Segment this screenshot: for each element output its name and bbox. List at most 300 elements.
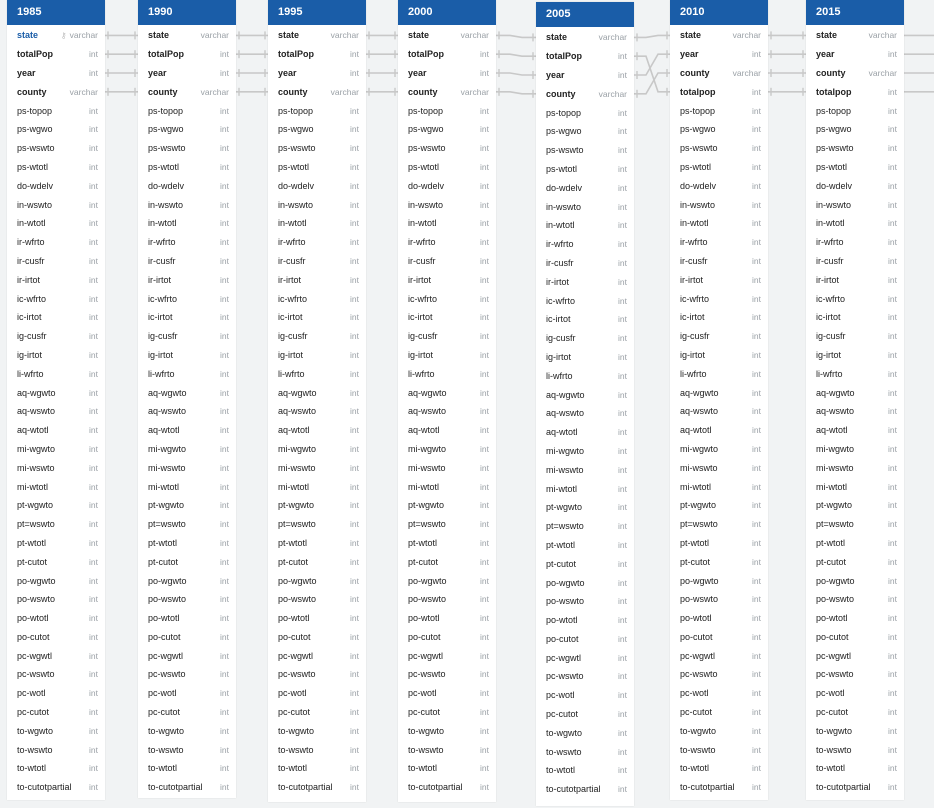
- field-row[interactable]: [7, 496, 105, 515]
- field-row[interactable]: [268, 440, 366, 459]
- table-header[interactable]: 2015: [806, 0, 904, 25]
- field-row[interactable]: [138, 477, 236, 496]
- field-row[interactable]: [398, 289, 496, 308]
- field-row[interactable]: [7, 552, 105, 571]
- field-row[interactable]: [398, 252, 496, 271]
- field-row[interactable]: [536, 573, 634, 592]
- field-row[interactable]: [138, 64, 236, 83]
- relationship-line[interactable]: [634, 56, 670, 92]
- field-row[interactable]: [536, 723, 634, 742]
- field-row[interactable]: [536, 310, 634, 329]
- field-row[interactable]: [536, 178, 634, 197]
- field-row[interactable]: [806, 684, 904, 703]
- field-row[interactable]: [806, 609, 904, 628]
- field-row[interactable]: [670, 477, 768, 496]
- field-row[interactable]: [7, 628, 105, 647]
- field-row[interactable]: [398, 139, 496, 158]
- field-row[interactable]: [268, 402, 366, 421]
- field-row[interactable]: [536, 686, 634, 705]
- field-row[interactable]: [7, 139, 105, 158]
- field-row[interactable]: [7, 590, 105, 609]
- field-row[interactable]: [806, 571, 904, 590]
- field-row[interactable]: [268, 421, 366, 440]
- field-row[interactable]: [536, 84, 634, 103]
- field-row[interactable]: [806, 252, 904, 271]
- field-row[interactable]: [398, 308, 496, 327]
- field-row[interactable]: [268, 665, 366, 684]
- field-row[interactable]: [670, 101, 768, 120]
- field-row[interactable]: [398, 665, 496, 684]
- relationship-line[interactable]: [634, 73, 670, 94]
- field-row[interactable]: [536, 517, 634, 536]
- field-row[interactable]: [398, 120, 496, 139]
- field-row[interactable]: [7, 684, 105, 703]
- field-row[interactable]: [806, 534, 904, 553]
- field-row[interactable]: [670, 327, 768, 346]
- field-row[interactable]: [806, 496, 904, 515]
- field-row[interactable]: [670, 252, 768, 271]
- field-row[interactable]: [398, 214, 496, 233]
- table-2005[interactable]: [536, 2, 634, 806]
- field-row[interactable]: [268, 721, 366, 740]
- field-row[interactable]: [806, 383, 904, 402]
- field-row[interactable]: [138, 665, 236, 684]
- field-row[interactable]: [536, 705, 634, 724]
- field-row[interactable]: [536, 291, 634, 310]
- field-row[interactable]: [138, 609, 236, 628]
- field-row[interactable]: [806, 139, 904, 158]
- field-row[interactable]: [806, 26, 904, 45]
- field-row[interactable]: [670, 346, 768, 365]
- field-row[interactable]: [138, 308, 236, 327]
- field-row[interactable]: [536, 385, 634, 404]
- field-row[interactable]: [398, 270, 496, 289]
- field-row[interactable]: [138, 402, 236, 421]
- field-row[interactable]: [268, 496, 366, 515]
- field-row[interactable]: [536, 348, 634, 367]
- field-row[interactable]: [138, 552, 236, 571]
- field-row[interactable]: [806, 214, 904, 233]
- field-row[interactable]: [398, 101, 496, 120]
- field-row[interactable]: [670, 26, 768, 45]
- field-row[interactable]: [398, 721, 496, 740]
- field-row[interactable]: [806, 628, 904, 647]
- field-row[interactable]: [138, 646, 236, 665]
- field-row[interactable]: [398, 346, 496, 365]
- field-row[interactable]: [268, 308, 366, 327]
- field-row[interactable]: [670, 534, 768, 553]
- field-row[interactable]: [398, 195, 496, 214]
- field-row[interactable]: [398, 64, 496, 83]
- field-row[interactable]: [670, 45, 768, 64]
- field-row[interactable]: [268, 82, 366, 101]
- field-row[interactable]: [536, 554, 634, 573]
- field-row[interactable]: [536, 366, 634, 385]
- field-row[interactable]: [138, 590, 236, 609]
- field-row[interactable]: [536, 28, 634, 47]
- field-row[interactable]: [7, 45, 105, 64]
- field-row[interactable]: [268, 45, 366, 64]
- field-row[interactable]: [138, 176, 236, 195]
- field-row[interactable]: [268, 270, 366, 289]
- field-row[interactable]: [7, 120, 105, 139]
- field-row[interactable]: [268, 176, 366, 195]
- field-row[interactable]: [268, 628, 366, 647]
- field-row[interactable]: [536, 667, 634, 686]
- field-row[interactable]: [536, 216, 634, 235]
- field-row[interactable]: [268, 289, 366, 308]
- field-row[interactable]: [806, 646, 904, 665]
- field-row[interactable]: [536, 498, 634, 517]
- field-row[interactable]: [138, 120, 236, 139]
- field-row[interactable]: [138, 778, 236, 797]
- field-row[interactable]: [7, 534, 105, 553]
- field-row[interactable]: [7, 214, 105, 233]
- field-row[interactable]: [268, 590, 366, 609]
- relationship-line[interactable]: [496, 73, 536, 75]
- field-row[interactable]: [398, 646, 496, 665]
- table-1985[interactable]: [7, 0, 105, 800]
- field-row[interactable]: [138, 158, 236, 177]
- field-row[interactable]: [536, 630, 634, 649]
- field-row[interactable]: [536, 329, 634, 348]
- field-row[interactable]: [138, 270, 236, 289]
- field-row[interactable]: [806, 327, 904, 346]
- field-row[interactable]: [138, 101, 236, 120]
- field-row[interactable]: [536, 780, 634, 799]
- field-row[interactable]: [670, 421, 768, 440]
- field-row[interactable]: [268, 477, 366, 496]
- table-1995[interactable]: [268, 0, 366, 802]
- field-row[interactable]: [806, 158, 904, 177]
- field-row[interactable]: [398, 477, 496, 496]
- field-row[interactable]: [138, 571, 236, 590]
- field-row[interactable]: [670, 740, 768, 759]
- field-row[interactable]: [7, 270, 105, 289]
- field-row[interactable]: [268, 252, 366, 271]
- field-row[interactable]: [398, 552, 496, 571]
- field-row[interactable]: [536, 141, 634, 160]
- field-row[interactable]: [138, 45, 236, 64]
- field-row[interactable]: [536, 479, 634, 498]
- field-row[interactable]: [806, 289, 904, 308]
- field-row[interactable]: [670, 571, 768, 590]
- field-row[interactable]: [398, 421, 496, 440]
- field-row[interactable]: [7, 26, 105, 45]
- field-row[interactable]: [670, 759, 768, 778]
- field-row[interactable]: [806, 308, 904, 327]
- field-row[interactable]: [398, 440, 496, 459]
- field-row[interactable]: [398, 496, 496, 515]
- field-row[interactable]: [7, 346, 105, 365]
- field-row[interactable]: [268, 26, 366, 45]
- field-row[interactable]: [7, 440, 105, 459]
- field-row[interactable]: [670, 120, 768, 139]
- field-row[interactable]: [806, 477, 904, 496]
- table-header[interactable]: 2000: [398, 0, 496, 25]
- field-row[interactable]: [138, 458, 236, 477]
- field-row[interactable]: [398, 458, 496, 477]
- field-row[interactable]: [7, 458, 105, 477]
- field-row[interactable]: [138, 740, 236, 759]
- field-row[interactable]: [806, 721, 904, 740]
- field-row[interactable]: [806, 402, 904, 421]
- field-row[interactable]: [7, 421, 105, 440]
- table-header[interactable]: 2005: [536, 2, 634, 27]
- field-row[interactable]: [536, 423, 634, 442]
- field-row[interactable]: [806, 233, 904, 252]
- field-row[interactable]: [138, 26, 236, 45]
- field-row[interactable]: [398, 233, 496, 252]
- field-row[interactable]: [806, 176, 904, 195]
- table-2010[interactable]: [670, 0, 768, 800]
- field-row[interactable]: [536, 536, 634, 555]
- field-row[interactable]: [536, 103, 634, 122]
- field-row[interactable]: [7, 195, 105, 214]
- field-row[interactable]: [670, 721, 768, 740]
- field-row[interactable]: [536, 160, 634, 179]
- field-row[interactable]: [670, 233, 768, 252]
- field-row[interactable]: [398, 778, 496, 797]
- field-row[interactable]: [398, 684, 496, 703]
- field-row[interactable]: [398, 82, 496, 101]
- field-row[interactable]: [670, 440, 768, 459]
- field-row[interactable]: [7, 383, 105, 402]
- field-row[interactable]: [138, 233, 236, 252]
- field-row[interactable]: [7, 327, 105, 346]
- table-header[interactable]: 1985: [7, 0, 105, 25]
- table-2015[interactable]: [806, 0, 904, 800]
- field-row[interactable]: [670, 214, 768, 233]
- field-row[interactable]: [7, 778, 105, 797]
- relationship-line[interactable]: [496, 92, 536, 94]
- field-row[interactable]: [138, 534, 236, 553]
- field-row[interactable]: [806, 665, 904, 684]
- field-row[interactable]: [670, 139, 768, 158]
- field-row[interactable]: [7, 101, 105, 120]
- field-row[interactable]: [806, 346, 904, 365]
- field-row[interactable]: [806, 458, 904, 477]
- field-row[interactable]: [398, 515, 496, 534]
- field-row[interactable]: [268, 383, 366, 402]
- field-row[interactable]: [670, 665, 768, 684]
- field-row[interactable]: [670, 590, 768, 609]
- field-row[interactable]: [268, 609, 366, 628]
- field-row[interactable]: [7, 233, 105, 252]
- field-row[interactable]: [806, 590, 904, 609]
- field-row[interactable]: [138, 383, 236, 402]
- field-row[interactable]: [670, 195, 768, 214]
- field-row[interactable]: [806, 101, 904, 120]
- field-row[interactable]: [138, 421, 236, 440]
- field-row[interactable]: [806, 515, 904, 534]
- field-row[interactable]: [536, 235, 634, 254]
- field-row[interactable]: [268, 364, 366, 383]
- field-row[interactable]: [536, 404, 634, 423]
- relationship-line[interactable]: [634, 54, 670, 75]
- field-row[interactable]: [670, 684, 768, 703]
- field-row[interactable]: [806, 82, 904, 101]
- field-row[interactable]: [806, 270, 904, 289]
- table-header[interactable]: 2010: [670, 0, 768, 25]
- field-row[interactable]: [268, 571, 366, 590]
- field-row[interactable]: [670, 703, 768, 722]
- field-row[interactable]: [7, 308, 105, 327]
- field-row[interactable]: [138, 759, 236, 778]
- field-row[interactable]: [7, 364, 105, 383]
- field-row[interactable]: [806, 440, 904, 459]
- field-row[interactable]: [398, 402, 496, 421]
- field-row[interactable]: [7, 721, 105, 740]
- field-row[interactable]: [398, 383, 496, 402]
- field-row[interactable]: [268, 139, 366, 158]
- table-header[interactable]: 1995: [268, 0, 366, 25]
- field-row[interactable]: [670, 82, 768, 101]
- field-row[interactable]: [806, 120, 904, 139]
- field-row[interactable]: [7, 252, 105, 271]
- field-row[interactable]: [398, 590, 496, 609]
- field-row[interactable]: [268, 778, 366, 797]
- field-row[interactable]: [398, 327, 496, 346]
- table-header[interactable]: 1990: [138, 0, 236, 25]
- field-row[interactable]: [670, 270, 768, 289]
- field-row[interactable]: [536, 442, 634, 461]
- field-row[interactable]: [138, 195, 236, 214]
- field-row[interactable]: [268, 534, 366, 553]
- relationship-line[interactable]: [634, 35, 670, 37]
- field-row[interactable]: [536, 592, 634, 611]
- field-row[interactable]: [138, 515, 236, 534]
- field-row[interactable]: [806, 195, 904, 214]
- field-row[interactable]: [7, 515, 105, 534]
- field-row[interactable]: [670, 402, 768, 421]
- relationship-line[interactable]: [496, 35, 536, 37]
- field-row[interactable]: [138, 721, 236, 740]
- field-row[interactable]: [138, 139, 236, 158]
- field-row[interactable]: [7, 402, 105, 421]
- field-row[interactable]: [398, 571, 496, 590]
- field-row[interactable]: [536, 66, 634, 85]
- field-row[interactable]: [7, 703, 105, 722]
- field-row[interactable]: [398, 609, 496, 628]
- field-row[interactable]: [268, 646, 366, 665]
- field-row[interactable]: [398, 45, 496, 64]
- field-row[interactable]: [138, 628, 236, 647]
- field-row[interactable]: [7, 477, 105, 496]
- field-row[interactable]: [670, 552, 768, 571]
- field-row[interactable]: [806, 740, 904, 759]
- field-row[interactable]: [806, 421, 904, 440]
- field-row[interactable]: [7, 82, 105, 101]
- field-row[interactable]: [670, 289, 768, 308]
- field-row[interactable]: [138, 440, 236, 459]
- field-row[interactable]: [138, 214, 236, 233]
- field-row[interactable]: [670, 609, 768, 628]
- field-row[interactable]: [268, 684, 366, 703]
- field-row[interactable]: [138, 252, 236, 271]
- table-2000[interactable]: [398, 0, 496, 802]
- field-row[interactable]: [536, 611, 634, 630]
- field-row[interactable]: [806, 64, 904, 83]
- field-row[interactable]: [7, 609, 105, 628]
- field-row[interactable]: [670, 364, 768, 383]
- field-row[interactable]: [670, 515, 768, 534]
- field-row[interactable]: [398, 534, 496, 553]
- field-row[interactable]: [536, 648, 634, 667]
- field-row[interactable]: [268, 120, 366, 139]
- field-row[interactable]: [670, 778, 768, 797]
- field-row[interactable]: [670, 458, 768, 477]
- field-row[interactable]: [398, 628, 496, 647]
- field-row[interactable]: [398, 703, 496, 722]
- field-row[interactable]: [398, 740, 496, 759]
- field-row[interactable]: [268, 740, 366, 759]
- field-row[interactable]: [7, 289, 105, 308]
- field-row[interactable]: [670, 496, 768, 515]
- field-row[interactable]: [536, 197, 634, 216]
- field-row[interactable]: [7, 176, 105, 195]
- field-row[interactable]: [398, 158, 496, 177]
- field-row[interactable]: [398, 26, 496, 45]
- field-row[interactable]: [806, 778, 904, 797]
- field-row[interactable]: [268, 346, 366, 365]
- field-row[interactable]: [398, 759, 496, 778]
- field-row[interactable]: [268, 327, 366, 346]
- field-row[interactable]: [7, 759, 105, 778]
- field-row[interactable]: [268, 101, 366, 120]
- field-row[interactable]: [806, 364, 904, 383]
- field-row[interactable]: [670, 383, 768, 402]
- field-row[interactable]: [138, 496, 236, 515]
- field-row[interactable]: [398, 364, 496, 383]
- field-row[interactable]: [536, 122, 634, 141]
- field-row[interactable]: [138, 82, 236, 101]
- field-row[interactable]: [670, 628, 768, 647]
- field-row[interactable]: [268, 214, 366, 233]
- field-row[interactable]: [268, 458, 366, 477]
- field-row[interactable]: [670, 158, 768, 177]
- field-row[interactable]: [268, 515, 366, 534]
- field-row[interactable]: [268, 703, 366, 722]
- field-row[interactable]: [268, 158, 366, 177]
- field-row[interactable]: [806, 552, 904, 571]
- field-row[interactable]: [536, 254, 634, 273]
- field-row[interactable]: [536, 47, 634, 66]
- field-row[interactable]: [138, 346, 236, 365]
- field-row[interactable]: [7, 158, 105, 177]
- field-row[interactable]: [268, 759, 366, 778]
- relationship-line[interactable]: [496, 54, 536, 56]
- field-row[interactable]: [536, 761, 634, 780]
- field-row[interactable]: [268, 552, 366, 571]
- field-row[interactable]: [670, 64, 768, 83]
- field-row[interactable]: [670, 176, 768, 195]
- field-row[interactable]: [806, 703, 904, 722]
- field-row[interactable]: [7, 665, 105, 684]
- field-row[interactable]: [268, 195, 366, 214]
- field-row[interactable]: [806, 45, 904, 64]
- field-row[interactable]: [536, 460, 634, 479]
- field-row[interactable]: [7, 740, 105, 759]
- field-row[interactable]: [268, 64, 366, 83]
- field-row[interactable]: [670, 646, 768, 665]
- field-row[interactable]: [7, 646, 105, 665]
- field-row[interactable]: [7, 64, 105, 83]
- field-row[interactable]: [7, 571, 105, 590]
- field-row[interactable]: [138, 703, 236, 722]
- field-row[interactable]: [806, 759, 904, 778]
- field-row[interactable]: [398, 176, 496, 195]
